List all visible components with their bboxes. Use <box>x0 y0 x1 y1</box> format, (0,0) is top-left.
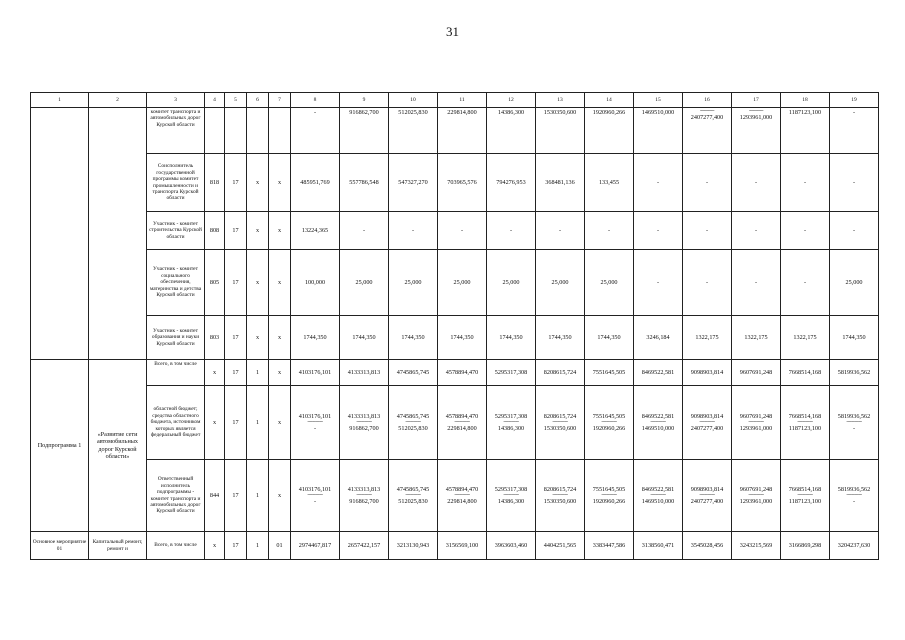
split-value-cell <box>830 386 879 460</box>
value-cell: - <box>683 212 732 250</box>
code-cell: х <box>269 460 291 532</box>
value: 229814,800 <box>447 498 477 505</box>
executor-cell: Всего, в том числе <box>147 360 205 386</box>
split-value-cell <box>732 386 781 460</box>
split-value-cell <box>683 386 732 460</box>
table-row <box>31 212 879 250</box>
value-cell: 368481,136 <box>536 154 585 212</box>
value-cell: 229814,800 <box>438 108 487 154</box>
value: 7668514,168 <box>788 485 822 493</box>
empty-cell <box>247 108 269 154</box>
dash-separator: ------------- <box>356 420 372 425</box>
value: 5295317,308 <box>494 485 528 493</box>
value-cell: - <box>340 212 389 250</box>
page-number: 31 <box>446 24 459 39</box>
value: 4103176,101 <box>298 412 332 420</box>
value-cell: 3963603,460 <box>487 532 536 560</box>
table-row <box>31 532 879 560</box>
empty-cell <box>225 108 247 154</box>
value: - <box>852 425 856 432</box>
code-cell: 17 <box>225 386 247 460</box>
dash-separator: ------------- <box>356 493 372 498</box>
dash-separator: ------------- <box>503 493 519 498</box>
split-value-cell <box>291 386 340 460</box>
value-cell: 4404251,565 <box>536 532 585 560</box>
value-cell: 100,000 <box>291 250 340 316</box>
value-cell: 4133313,813 <box>340 360 389 386</box>
code-cell: х <box>269 250 291 316</box>
header-cell: 9 <box>340 93 389 108</box>
value: 1293961,000 <box>739 425 773 432</box>
split-value-cell <box>683 460 732 532</box>
value: - <box>852 498 856 505</box>
value-cell <box>683 108 732 154</box>
dash-separator: ------------- <box>405 493 421 498</box>
code-cell: х <box>247 316 269 360</box>
value-cell: 8469522,581 <box>634 360 683 386</box>
code-cell: х <box>205 360 225 386</box>
value-cell: - <box>732 154 781 212</box>
dash-separator: ------------- <box>405 420 421 425</box>
code-cell: 1 <box>247 532 269 560</box>
value-cell: - <box>732 250 781 316</box>
value-cell: 1744,350 <box>291 316 340 360</box>
value-cell: 703965,576 <box>438 154 487 212</box>
dash-separator: ------------- <box>454 420 470 425</box>
value-cell: - <box>634 212 683 250</box>
executor-cell: комитет транспорта и автомобильных дорог Курской области <box>147 108 205 154</box>
value-cell: 1920960,266 <box>585 108 634 154</box>
split-value-cell <box>781 460 830 532</box>
split-value-cell <box>291 460 340 532</box>
value: 4745865,745 <box>396 412 430 420</box>
header-cell: 11 <box>438 93 487 108</box>
value: 4578894,470 <box>445 485 479 493</box>
value-cell: - <box>830 212 879 250</box>
code-cell: 17 <box>225 532 247 560</box>
value-cell: 557786,548 <box>340 154 389 212</box>
value: 4103176,101 <box>298 485 332 493</box>
table-row <box>31 360 879 386</box>
value: 2407277,400 <box>690 498 724 505</box>
value-cell: 5819936,562 <box>830 360 879 386</box>
header-cell: 18 <box>781 93 830 108</box>
dash-separator: ------------- <box>503 420 519 425</box>
value-cell: - <box>781 212 830 250</box>
value-cell: 1744,350 <box>830 316 879 360</box>
value: 1469510,000 <box>641 498 675 505</box>
value-cell <box>732 108 781 154</box>
value-cell: 25,000 <box>389 250 438 316</box>
header-cell: 5 <box>225 93 247 108</box>
dash-separator: ------------ <box>749 109 763 114</box>
split-value-cell <box>438 386 487 460</box>
value-cell: 3204237,630 <box>830 532 879 560</box>
value: 7668514,168 <box>788 412 822 420</box>
value: 512025,830 <box>398 425 428 432</box>
executor-cell: Участник - комитет образования и науки Курской области <box>147 316 205 360</box>
code-cell: х <box>205 386 225 460</box>
table-row <box>31 154 879 212</box>
value: 8469522,581 <box>641 412 675 420</box>
value-cell: 8208615,724 <box>536 360 585 386</box>
header-cell: 19 <box>830 93 879 108</box>
code-cell: 17 <box>225 360 247 386</box>
executor-cell: Соисполнитель государственной программы комитет промышленности и транспорта Курской области <box>147 154 205 212</box>
value-cell: 13224,365 <box>291 212 340 250</box>
code-cell: х <box>269 316 291 360</box>
split-value-cell <box>536 460 585 532</box>
value: 1530350,600 <box>543 425 577 432</box>
value: 5295317,308 <box>494 412 528 420</box>
split-value-cell <box>487 460 536 532</box>
split-value-cell <box>585 460 634 532</box>
split-value-cell <box>340 460 389 532</box>
value-cell: 2657422,157 <box>340 532 389 560</box>
header-cell: 14 <box>585 93 634 108</box>
value-cell: 25,000 <box>830 250 879 316</box>
split-value-cell <box>536 386 585 460</box>
value: 2407277,400 <box>690 425 724 432</box>
value-cell: 1744,350 <box>340 316 389 360</box>
value-cell: - <box>634 250 683 316</box>
value-cell: 485951,769 <box>291 154 340 212</box>
empty-cell <box>31 108 89 360</box>
dash-separator: ------------- <box>797 420 813 425</box>
value: 7551645,505 <box>592 412 626 420</box>
value-cell: 1744,350 <box>536 316 585 360</box>
header-cell: 6 <box>247 93 269 108</box>
value-cell: - <box>781 250 830 316</box>
split-value-cell <box>340 386 389 460</box>
activity-title: Капитальный ремонт, ремонт и <box>89 532 147 560</box>
value-cell: - <box>781 154 830 212</box>
value: 229814,800 <box>447 425 477 432</box>
value-cell: 794276,953 <box>487 154 536 212</box>
value: 2407277,400 <box>690 114 724 121</box>
value-cell: - <box>634 154 683 212</box>
value: 4133313,813 <box>347 485 381 493</box>
split-value-cell <box>634 460 683 532</box>
value-cell: 512025,830 <box>389 108 438 154</box>
value: 916862,700 <box>349 498 379 505</box>
dash-separator: ------------- <box>650 493 666 498</box>
value: 14386,300 <box>497 498 525 505</box>
value-cell: - <box>585 212 634 250</box>
header-cell: 8 <box>291 93 340 108</box>
split-value-cell <box>438 460 487 532</box>
header-cell: 1 <box>31 93 89 108</box>
split-value-cell <box>585 386 634 460</box>
value: 5819936,562 <box>837 412 871 420</box>
code-cell: 1 <box>247 360 269 386</box>
value-cell: 4745865,745 <box>389 360 438 386</box>
value: 9607691,248 <box>739 485 773 493</box>
dash-separator: ------------- <box>699 493 715 498</box>
value: 9098903,814 <box>690 485 724 493</box>
value-cell: 9098903,814 <box>683 360 732 386</box>
value: 1530350,600 <box>543 498 577 505</box>
value: 1469510,000 <box>641 425 675 432</box>
value-cell: 25,000 <box>340 250 389 316</box>
executor-cell: Участник - комитет социального обеспечения, материнства и детства Курской области <box>147 250 205 316</box>
value-cell: 14386,300 <box>487 108 536 154</box>
value-cell: 4103176,101 <box>291 360 340 386</box>
value-cell: 1530350,600 <box>536 108 585 154</box>
value: 1920960,266 <box>592 425 626 432</box>
subprogram-title: «Развитие сети автомобильных дорог Курской области» <box>89 360 147 532</box>
value-cell: - <box>389 212 438 250</box>
value-cell: 9607691,248 <box>732 360 781 386</box>
value-cell: 1744,350 <box>487 316 536 360</box>
value-cell: 133,455 <box>585 154 634 212</box>
code-cell: х <box>205 532 225 560</box>
value: 4578894,470 <box>445 412 479 420</box>
value-cell: - <box>487 212 536 250</box>
executor-cell: областной бюджет; средства областного бюджета, источником которых является федеральный бюджет <box>147 386 205 460</box>
value-cell: - <box>536 212 585 250</box>
dash-separator: ------------- <box>601 493 617 498</box>
value-cell: 25,000 <box>438 250 487 316</box>
value-cell: 1744,350 <box>585 316 634 360</box>
header-cell: 12 <box>487 93 536 108</box>
dash-separator: ------------- <box>454 493 470 498</box>
empty-cell <box>269 108 291 154</box>
code-cell: х <box>269 212 291 250</box>
split-value-cell <box>634 386 683 460</box>
value: 8469522,581 <box>641 485 675 493</box>
header-cell: 16 <box>683 93 732 108</box>
value-cell: 1744,350 <box>438 316 487 360</box>
table-row <box>31 250 879 316</box>
value: - <box>313 498 317 505</box>
split-value-cell <box>389 386 438 460</box>
table-row <box>31 316 879 360</box>
header-cell: 4 <box>205 93 225 108</box>
executor-cell: Всего, в том числе <box>147 532 205 560</box>
value-cell: - <box>732 212 781 250</box>
code-cell: 808 <box>205 212 225 250</box>
value: 8208615,724 <box>543 412 577 420</box>
value: 916862,700 <box>349 425 379 432</box>
code-cell: х <box>269 154 291 212</box>
value: 1187123,100 <box>788 425 822 432</box>
value: 1920960,266 <box>592 498 626 505</box>
code-cell: х <box>247 250 269 316</box>
dash-separator: ------------- <box>601 420 617 425</box>
value-cell: - <box>438 212 487 250</box>
value-cell: 3545028,456 <box>683 532 732 560</box>
value-cell: 25,000 <box>487 250 536 316</box>
value-cell: 25,000 <box>536 250 585 316</box>
value: 512025,830 <box>398 498 428 505</box>
code-cell: 17 <box>225 316 247 360</box>
table-row <box>31 460 879 532</box>
value-cell: 7668514,168 <box>781 360 830 386</box>
code-cell: 01 <box>269 532 291 560</box>
value-cell: 547327,270 <box>389 154 438 212</box>
value-cell: 916862,700 <box>340 108 389 154</box>
value: 14386,300 <box>497 425 525 432</box>
subprogram-label: Подпрограмма 1 <box>31 360 89 532</box>
value-cell: 3138560,471 <box>634 532 683 560</box>
dash-separator: ------------- <box>748 420 764 425</box>
value-cell: 3156569,100 <box>438 532 487 560</box>
code-cell: х <box>269 386 291 460</box>
dash-separator: ------------- <box>797 493 813 498</box>
budget-table <box>30 92 879 560</box>
empty-cell <box>205 108 225 154</box>
executor-cell: Участник - комитет строительства Курской области <box>147 212 205 250</box>
dash-separator: ------------ <box>700 109 714 114</box>
value-cell: 1322,175 <box>781 316 830 360</box>
value-cell: 1187123,100 <box>781 108 830 154</box>
value: - <box>313 425 317 432</box>
header-cell: 7 <box>269 93 291 108</box>
dash-separator: ------------- <box>748 493 764 498</box>
value-cell: 3166869,298 <box>781 532 830 560</box>
code-cell: х <box>247 212 269 250</box>
value: 8208615,724 <box>543 485 577 493</box>
empty-cell <box>89 108 147 360</box>
value-cell: 5295317,308 <box>487 360 536 386</box>
value-cell: - <box>830 108 879 154</box>
dash-separator: ------------- <box>307 493 323 498</box>
header-cell: 13 <box>536 93 585 108</box>
value-cell: 25,000 <box>585 250 634 316</box>
code-cell: 17 <box>225 154 247 212</box>
value-cell: 7551645,505 <box>585 360 634 386</box>
dash-separator: ------------- <box>699 420 715 425</box>
value: 4133313,813 <box>347 412 381 420</box>
code-cell: 805 <box>205 250 225 316</box>
split-value-cell <box>487 386 536 460</box>
table-row <box>31 108 879 154</box>
code-cell: 17 <box>225 212 247 250</box>
split-value-cell <box>732 460 781 532</box>
value-cell: - <box>683 154 732 212</box>
value: 7551645,505 <box>592 485 626 493</box>
dash-separator: ------------- <box>307 420 323 425</box>
value: 5819936,562 <box>837 485 871 493</box>
header-cell: 15 <box>634 93 683 108</box>
split-value-cell <box>781 386 830 460</box>
value: 1293961,000 <box>739 498 773 505</box>
executor-cell: Ответственный исполнитель подпрограммы - комитет транспорта и автомобильных дорог Курской области <box>147 460 205 532</box>
split-value-cell <box>389 460 438 532</box>
header-cell: 3 <box>147 93 205 108</box>
value: 1293961,000 <box>739 114 773 121</box>
value-cell: 2974467,817 <box>291 532 340 560</box>
value-cell: 1469510,000 <box>634 108 683 154</box>
value-cell: - <box>830 154 879 212</box>
value-cell: 4578894,470 <box>438 360 487 386</box>
code-cell: 818 <box>205 154 225 212</box>
value-cell: 1322,175 <box>683 316 732 360</box>
code-cell: 17 <box>225 460 247 532</box>
code-cell: 17 <box>225 250 247 316</box>
value: 4745865,745 <box>396 485 430 493</box>
value-cell: 3243215,569 <box>732 532 781 560</box>
header-cell: 2 <box>89 93 147 108</box>
table-row <box>31 386 879 460</box>
code-cell: х <box>269 360 291 386</box>
value-cell: 3246,184 <box>634 316 683 360</box>
value-cell: 3383447,586 <box>585 532 634 560</box>
dash-separator: ------------- <box>552 493 568 498</box>
value: 9098903,814 <box>690 412 724 420</box>
value-cell: 1744,350 <box>389 316 438 360</box>
code-cell: х <box>247 154 269 212</box>
value: 1187123,100 <box>788 498 822 505</box>
dash-separator: ------------- <box>552 420 568 425</box>
value-cell: 1322,175 <box>732 316 781 360</box>
code-cell: 1 <box>247 386 269 460</box>
header-cell: 17 <box>732 93 781 108</box>
activity-label: Основное мероприятие 01 <box>31 532 89 560</box>
dash-separator: ------------- <box>846 420 862 425</box>
value-cell: - <box>291 108 340 154</box>
code-cell: 1 <box>247 460 269 532</box>
header-cell: 10 <box>389 93 438 108</box>
value: 9607691,248 <box>739 412 773 420</box>
value-cell: 3213130,943 <box>389 532 438 560</box>
dash-separator: ------------- <box>846 493 862 498</box>
code-cell: 844 <box>205 460 225 532</box>
header-row <box>31 93 879 108</box>
code-cell: 803 <box>205 316 225 360</box>
split-value-cell <box>830 460 879 532</box>
dash-separator: ------------- <box>650 420 666 425</box>
value-cell: - <box>683 250 732 316</box>
